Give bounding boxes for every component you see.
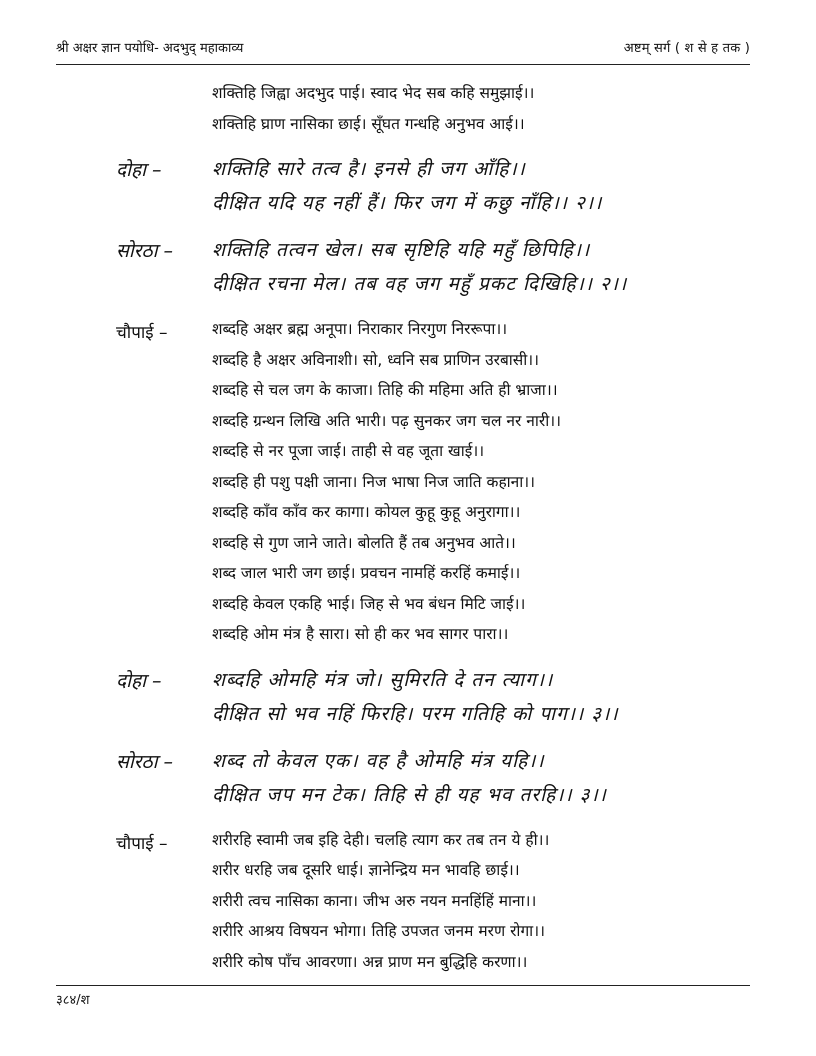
verse-line: शब्दहि से चल जग के काजा। तिहि की महिमा अति ही भ्राजा।। — [212, 381, 558, 399]
verse-label: चौपाई – — [116, 833, 168, 854]
verse-line: शब्दहि केवल एकहि भाई। जिह से भव बंधन मिटि जाई।। — [212, 594, 526, 613]
verse-line: दीक्षित यदि यह नहीं हैं। फिर जग में कछु नाँहि।। २।। — [212, 192, 603, 214]
verse-line: शक्तिहि घ्राण नासिका छाई। सूँघत गन्धहि अनुभव आई।। — [212, 114, 525, 133]
verse-line: शब्द जाल भारी जग छाई। प्रवचन नामहिं करहिं कमाई।। — [212, 564, 521, 582]
verse-line: दीक्षित रचना मेल। तब वह जग महुँ प्रकट दिखिहि।। २।। — [212, 273, 628, 295]
verse-line: शब्दहि से गुण जाने जाते। बोलति हैं तब अनुभव आते।। — [212, 533, 516, 552]
verse-line: शरीरी त्वच नासिका काना। जीभ अरु नयन मनहिंहिं माना।। — [212, 891, 537, 910]
verse-line: दीक्षित जप मन टेक। तिहि से ही यह भव तरहि।। ३।। — [212, 783, 607, 806]
verse-line: शरीरि कोष पाँच आवरणा। अन्न प्राण मन बुद्धिहि करणा।। — [212, 952, 528, 971]
verse-label: सोरठा – — [116, 750, 174, 773]
verse-block-couplet — [0, 152, 816, 220]
verse-line: शब्दहि ओम मंत्र है सारा। सो ही कर भव सागर पारा।। — [212, 625, 509, 643]
verse-line: शब्दहि ही पशु पक्षी जाना। निज भाषा निज जाति कहाना।। — [212, 472, 536, 491]
verse-line: शब्दहि है अक्षर अविनाशी। सो, ध्वनि सब प्राणिन उरबासी।। — [212, 350, 540, 369]
verse-block-chaupai — [0, 78, 816, 139]
verse-line: शरीरहि स्वामी जब इहि देही। चलहि त्याग कर तब तन ये ही।। — [212, 830, 550, 849]
verse-block-chaupai — [0, 825, 816, 978]
verse-label: दोहा – — [116, 669, 162, 692]
verse-line: शक्तिहि सारे तत्व है। इनसे ही जग आँहि।। — [212, 158, 526, 180]
verse-label: चौपाई – — [116, 323, 168, 343]
verse-line: शब्दहि ग्रन्थन लिखि अति भारी। पढ़ सुनकर जग चल नर नारी।। — [212, 411, 561, 430]
verse-line: शब्दहि ओमहि मंत्र जो। सुमिरति दे तन त्याग।। — [212, 668, 554, 691]
verse-block-couplet — [0, 744, 816, 812]
verse-block-chaupai — [0, 314, 816, 650]
verse-content — [0, 78, 816, 977]
verse-line: शब्दहि काँव काँव कर कागा। कोयल कुहू कुहू अनुरागा।। — [212, 503, 521, 521]
footer-rule — [56, 985, 750, 986]
page-number: ३८४/श — [56, 993, 90, 1008]
verse-block-couplet — [0, 663, 816, 731]
verse-line: शक्तिहि तत्वन खेल। सब सृष्टिहि यहि महुँ छिपिहि।। — [212, 239, 591, 261]
verse-line: शरीरि आश्रय विषयन भोगा। तिहि उपजत जनम मरण रोगा।। — [212, 922, 545, 940]
verse-line: शब्द तो केवल एक। वह है ओमहि मंत्र यहि।। — [212, 749, 545, 772]
verse-line: शब्दहि से नर पूजा जाई। ताही से वह जूता खाई।। — [212, 442, 485, 460]
book-title: श्री अक्षर ज्ञान पयोधि- अदभुद् महाकाव्य — [56, 41, 244, 56]
chapter-title: अष्टम् सर्ग ( श से ह तक ) — [623, 41, 750, 56]
verse-line: शरीर धरहि जब दूसरि धाई। ज्ञानेन्द्रिय मन भावहि छाई।। — [212, 861, 520, 879]
verse-label: सोरठा – — [116, 240, 174, 262]
verse-block-couplet — [0, 233, 816, 301]
page-header — [56, 38, 750, 65]
verse-line: दीक्षित सो भव नहिं फिरहि। परम गतिहि को पाग।। ३।। — [212, 702, 619, 725]
verse-line: शब्दहि अक्षर ब्रह्म अनूपा। निराकार निरगुण निररूपा।। — [212, 320, 508, 338]
verse-label: दोहा – — [116, 159, 162, 181]
verse-line: शक्तिहि जिह्वा अदभुद पाई। स्वाद भेद सब कहि समुझाई।। — [212, 84, 535, 102]
